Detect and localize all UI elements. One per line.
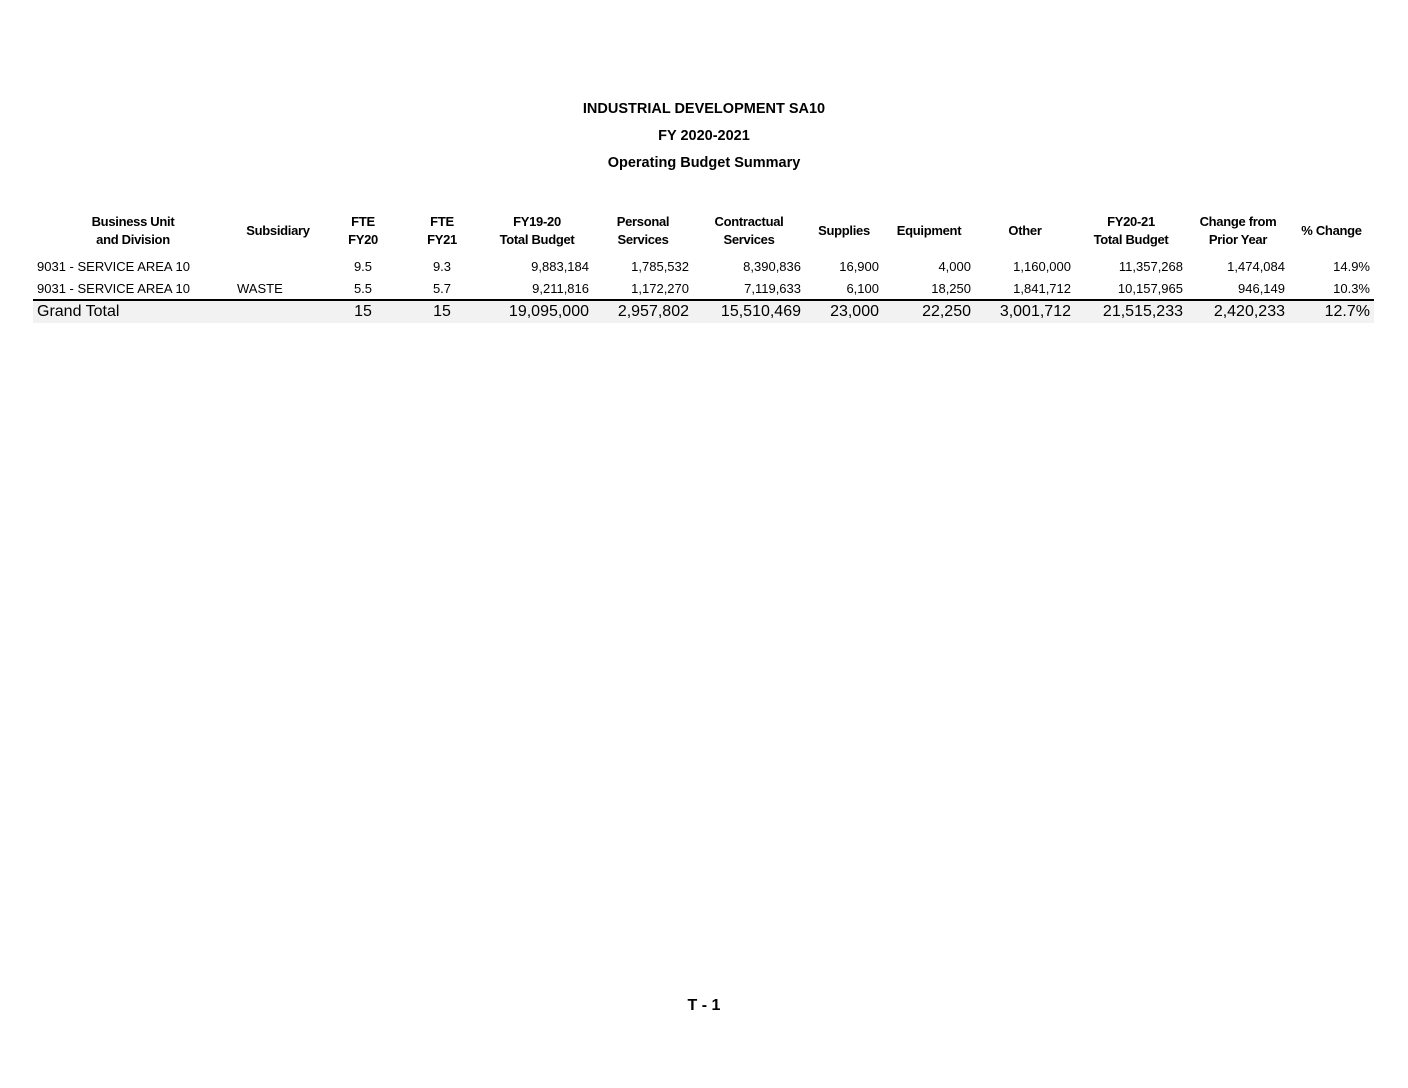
cell-percent-change: 10.3%	[1333, 280, 1370, 296]
report-subtitle: Operating Budget Summary	[607, 155, 801, 171]
cell-fte-fy21: 9.3	[432, 258, 452, 274]
cell-fte-fy20: 9.5	[353, 258, 373, 274]
cell-personal-services: 1,785,532	[631, 258, 689, 274]
column-header-contractual-services: Contractual Services	[714, 214, 784, 247]
column-header-percent-change: % Change	[1301, 223, 1362, 238]
grand-total-fte-fy20: 15	[323, 300, 403, 323]
column-header-change-prior-year: Change from Prior Year	[1199, 214, 1277, 247]
cell-other: 1,841,712	[1013, 280, 1071, 296]
cell-supplies: 16,900	[839, 258, 879, 274]
column-header-fy20-21-total: FY20-21 Total Budget	[1093, 214, 1169, 247]
cell-other: 1,160,000	[1013, 258, 1071, 274]
cell-supplies: 6,100	[846, 280, 879, 296]
column-header-subsidiary: Subsidiary	[246, 223, 310, 238]
cell-equipment: 18,250	[931, 280, 971, 296]
grand-total-other: 3,001,712	[975, 300, 1075, 323]
table-row	[33, 255, 1374, 277]
grand-total-label: Grand Total	[33, 300, 233, 323]
budget-summary-table	[33, 207, 1374, 323]
grand-total-equipment: 22,250	[883, 300, 975, 323]
cell-business-unit: 9031 - SERVICE AREA 10	[37, 258, 190, 274]
cell-percent-change: 14.9%	[1333, 258, 1370, 274]
column-header-supplies: Supplies	[818, 223, 870, 238]
grand-total-fte-fy21: 15	[403, 300, 481, 323]
grand-total-subsidiary	[233, 300, 323, 323]
cell-fy20-21-total: 11,357,268	[1118, 258, 1183, 274]
cell-fy19-20-total: 9,211,816	[532, 280, 589, 296]
page-number: T - 1	[687, 997, 721, 1014]
column-header-fy19-20-total: FY19-20 Total Budget	[499, 214, 575, 247]
cell-subsidiary	[233, 255, 323, 277]
cell-equipment: 4,000	[938, 258, 971, 274]
cell-fte-fy21: 5.7	[432, 280, 452, 296]
grand-total-change-prior-year: 2,420,233	[1187, 300, 1289, 323]
cell-change-prior-year: 946,149	[1238, 280, 1285, 296]
column-header-fte-fy20: FTE FY20	[348, 214, 378, 247]
cell-fy20-21-total: 10,157,965	[1117, 280, 1183, 296]
table-row	[33, 277, 1374, 300]
grand-total-fy20-21-total: 21,515,233	[1075, 300, 1187, 323]
cell-business-unit: 9031 - SERVICE AREA 10	[37, 280, 190, 296]
grand-total-row	[33, 300, 1374, 323]
grand-total-personal-services: 2,957,802	[593, 300, 693, 323]
report-title: INDUSTRIAL DEVELOPMENT SA10	[582, 101, 826, 117]
table-header-row	[33, 207, 1374, 255]
cell-personal-services: 1,172,270	[631, 280, 689, 296]
cell-change-prior-year: 1,474,084	[1227, 258, 1285, 274]
column-header-other: Other	[1008, 223, 1042, 238]
report-header	[0, 98, 1408, 179]
cell-fy19-20-total: 9,883,184	[531, 258, 589, 274]
grand-total-fy19-20-total: 19,095,000	[481, 300, 593, 323]
grand-total-percent-change: 12.7%	[1289, 300, 1374, 323]
grand-total-supplies: 23,000	[805, 300, 883, 323]
cell-contractual-services: 7,119,633	[744, 280, 801, 296]
column-header-equipment: Equipment	[896, 223, 962, 238]
column-header-personal-services: Personal Services	[616, 214, 670, 247]
column-header-business-unit: Business Unit and Division	[91, 214, 175, 247]
fiscal-year: FY 2020-2021	[658, 128, 750, 144]
cell-fte-fy20: 5.5	[353, 280, 373, 296]
cell-contractual-services: 8,390,836	[743, 258, 801, 274]
grand-total-contractual-services: 15,510,469	[693, 300, 805, 323]
cell-subsidiary: WASTE	[237, 280, 283, 296]
column-header-fte-fy21: FTE FY21	[427, 214, 457, 247]
